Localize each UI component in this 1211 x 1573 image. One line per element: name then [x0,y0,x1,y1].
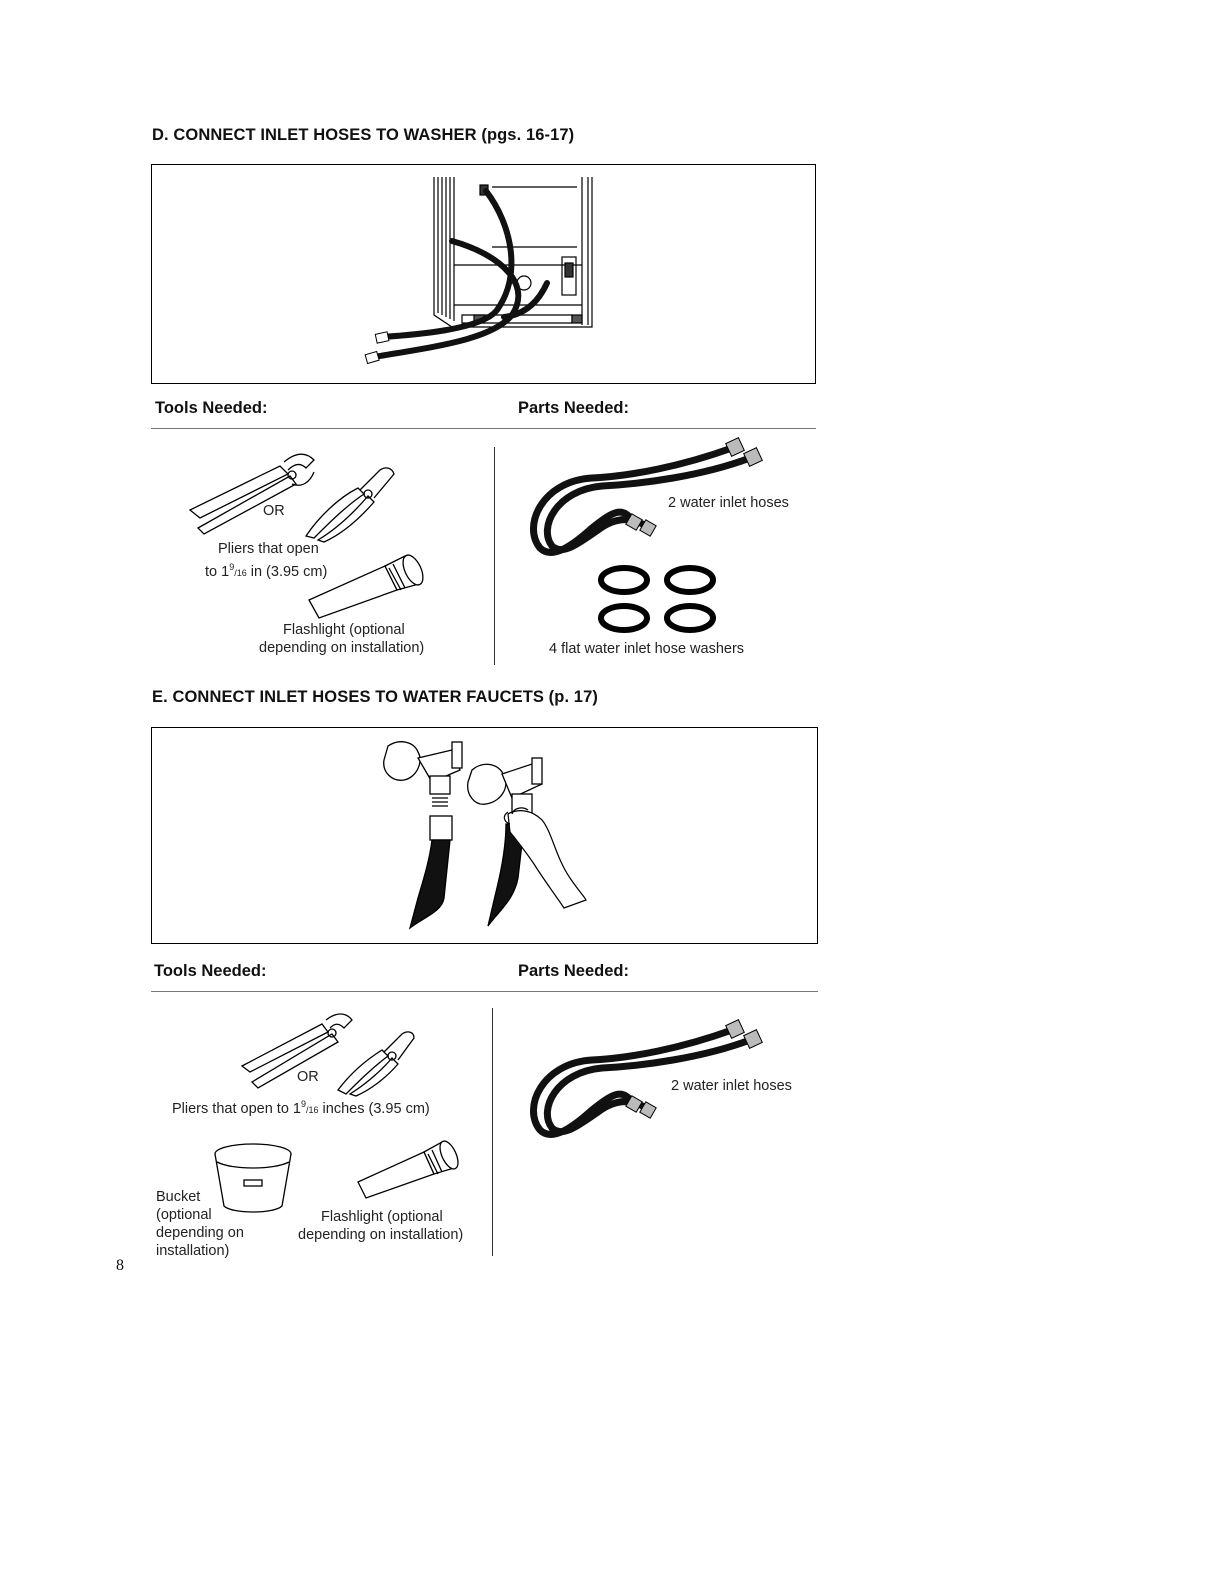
pliers-caption-line1-d: Pliers that open [218,541,319,557]
section-e-divider [151,991,818,992]
pliers-caption-e: Pliers that open to $1^9/16$ inches (3.95 cm) [172,1099,430,1117]
parts-needed-label-d: Parts Needed: [518,399,629,417]
flashlight-caption-line1-e: Flashlight (optional [321,1209,443,1225]
tools-needed-label-e: Tools Needed: [154,962,267,980]
flashlight-caption-line2-d: depending on installation) [259,640,425,656]
bucket-caption [156,1188,244,1260]
page-number: 8 [116,1257,124,1274]
section-e-heading: E. CONNECT INLET HOSES TO WATER FAUCETS (p. 17) [152,688,598,706]
section-d-column-divider [494,447,495,665]
washer-back-drawing [152,165,815,383]
faucet-connection-illustration [151,727,818,944]
bucket-caption-line3: depending on [156,1225,244,1241]
flashlight-caption-line2-e: depending on installation) [298,1227,464,1243]
pliers-caption-line2-d: to $1^9/16$ in (3.95 cm) [205,562,328,580]
or-label-d: OR [263,503,285,519]
flashlight-caption-line1-d: Flashlight (optional [283,622,405,638]
parts-needed-label-e: Parts Needed: [518,962,629,980]
hose-washers-icon [594,562,734,638]
faucet-drawing [152,728,817,943]
bucket-caption-line2: (optional [156,1207,212,1223]
section-e-column-divider [492,1008,493,1256]
pliers-icon [238,1010,418,1095]
washers-caption-d: 4 flat water inlet hose washers [549,641,745,657]
bucket-caption-line1: Bucket [156,1189,201,1205]
or-label-e: OR [297,1069,319,1085]
flashlight-icon [305,550,430,620]
section-d-heading: D. CONNECT INLET HOSES TO WASHER (pgs. 16-17) [152,126,575,144]
section-d-divider [151,428,816,429]
bucket-caption-line4: installation) [156,1243,230,1259]
tools-needed-label-d: Tools Needed: [155,399,268,417]
hoses-caption-d: 2 water inlet hoses [668,495,789,511]
pliers-icon [188,448,408,543]
flashlight-icon [354,1136,464,1202]
washer-back-illustration [151,164,816,384]
hoses-caption-e: 2 water inlet hoses [671,1078,792,1094]
